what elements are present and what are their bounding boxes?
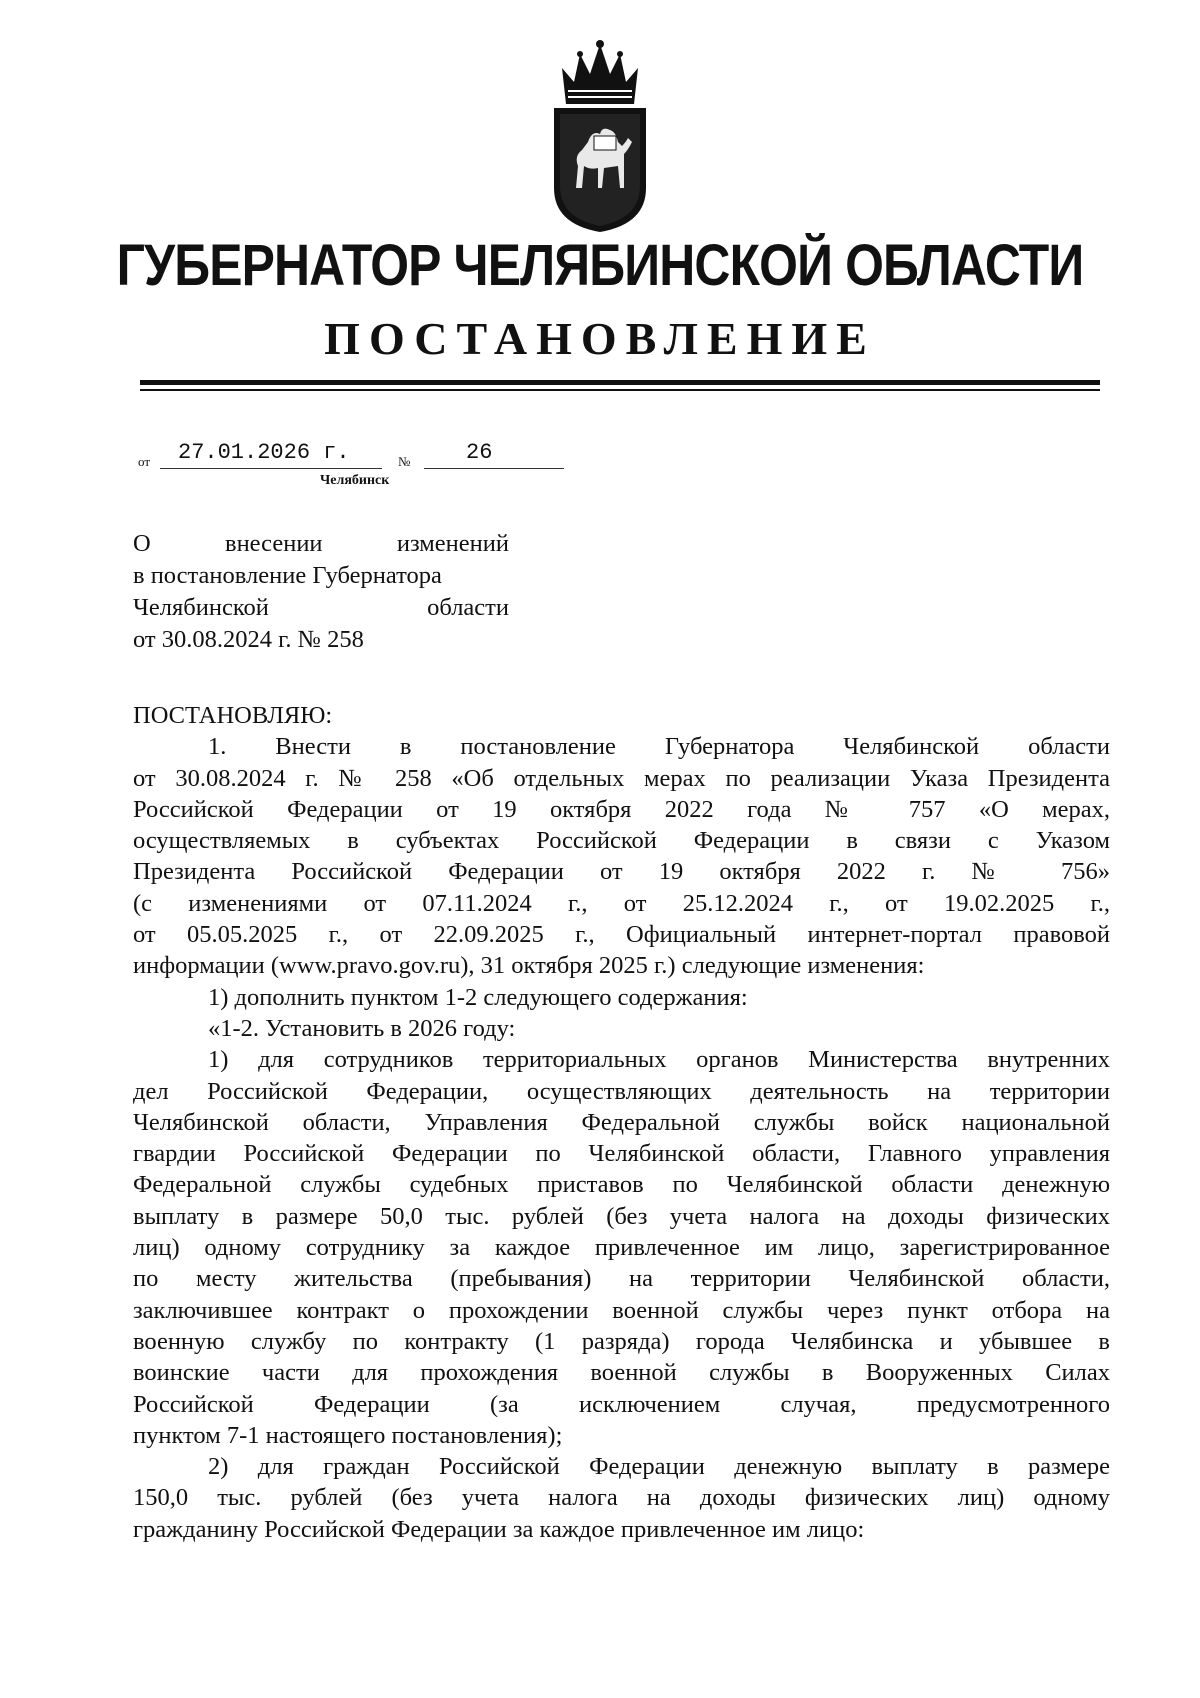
resolve-heading: ПОСТАНОВЛЯЮ:	[133, 702, 333, 729]
number-prefix: №	[398, 454, 411, 469]
text-line: Федеральной службы судебных приставов по Челябинской области денежную	[133, 1171, 1110, 1199]
title-line: О внесении изменений	[133, 530, 509, 557]
title-line: в постановление Губернатора	[133, 562, 442, 589]
text-line: 150,0 тыс. рублей (без учета налога на доходы физических лиц) одному	[133, 1484, 1110, 1512]
text-line: гражданину Российской Федерации за каждое привлеченное им лицо:	[133, 1515, 865, 1543]
text-line: заключившее контракт о прохождении военной службы через пункт отбора на	[133, 1296, 1110, 1324]
text-line: 2) для граждан Российской Федерации денежную выплату в размере	[208, 1453, 1110, 1481]
date-prefix: от	[138, 454, 151, 469]
document-type: ПОСТАНОВЛЕНИЕ	[324, 313, 876, 364]
text-line: Российской Федерации от 19 октября 2022 года № 757 «О мерах,	[133, 795, 1110, 823]
document-number: 26	[466, 440, 493, 465]
text-line: военную службу по контракту (1 разряда) города Челябинска и убывшее в	[133, 1327, 1110, 1355]
title-line: Челябинской области	[133, 594, 509, 621]
number-underline	[424, 468, 564, 469]
text-line: пунктом 7-1 настоящего постановления);	[133, 1421, 563, 1449]
header-rule-thin	[140, 389, 1100, 391]
text-line: осуществляемых в субъектах Российской Федерации в связи с Указом	[133, 827, 1110, 855]
coat-of-arms-icon	[548, 38, 652, 234]
text-line: от 30.08.2024 г. № 258 «Об отдельных мерах по реализации Указа Президента	[133, 764, 1110, 792]
text-line: (с изменениями от 07.11.2024 г., от 25.12.2024 г., от 19.02.2025 г.,	[133, 889, 1110, 917]
text-line: Челябинской области, Управления Федеральной службы войск национальной	[133, 1108, 1110, 1136]
text-line: 1) для сотрудников территориальных органов Министерства внутренних	[208, 1046, 1110, 1074]
header-rule-thick	[140, 380, 1100, 385]
text-line: 1. Внести в постановление Губернатора Челябинской области	[208, 733, 1110, 761]
authority-title: ГУБЕРНАТОР ЧЕЛЯБИНСКОЙ ОБЛАСТИ	[116, 233, 1084, 298]
text-line: гвардии Российской Федерации по Челябинской области, Главного управления	[133, 1140, 1110, 1168]
text-line: Российской Федерации (за исключением случая, предусмотренного	[133, 1390, 1110, 1418]
title-line: от 30.08.2024 г. № 258	[133, 626, 364, 653]
text-line: выплату в размере 50,0 тыс. рублей (без учета налога на доходы физических	[133, 1202, 1110, 1230]
date-underline	[160, 468, 382, 469]
text-line: дел Российской Федерации, осуществляющих деятельность на территории	[133, 1077, 1110, 1105]
document-body	[133, 700, 1110, 1545]
city: Челябинск	[320, 473, 390, 488]
text-line: лиц) одному сотруднику за каждое привлеченное им лицо, зарегистрированное	[133, 1234, 1110, 1262]
text-line: «1-2. Установить в 2026 году:	[208, 1014, 516, 1042]
text-line: воинские части для прохождения военной службы в Вооруженных Силах	[133, 1359, 1110, 1387]
document-title	[133, 528, 509, 656]
text-line: Президента Российской Федерации от 19 октября 2022 г. № 756»	[133, 858, 1110, 886]
text-line: от 05.05.2025 г., от 22.09.2025 г., Официальный интернет-портал правовой	[133, 921, 1110, 949]
text-line: информации (www.pravo.gov.ru), 31 октября 2025 г.) следующие изменения:	[133, 952, 925, 980]
text-line: по месту жительства (пребывания) на территории Челябинской области,	[133, 1265, 1110, 1293]
document-date: 27.01.2026 г.	[178, 440, 350, 465]
text-line: 1) дополнить пунктом 1-2 следующего содержания:	[208, 983, 748, 1011]
